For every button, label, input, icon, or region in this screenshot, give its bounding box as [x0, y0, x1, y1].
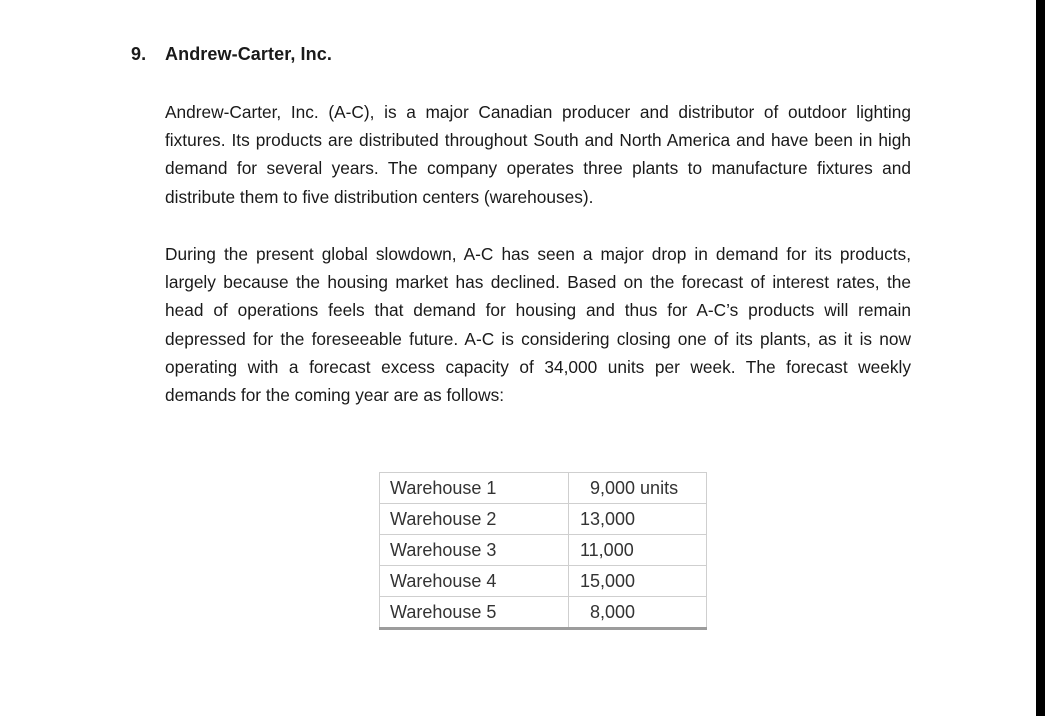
warehouse-demand: 11,000	[580, 539, 634, 560]
warehouse-demand-cell	[569, 473, 707, 504]
warehouse-demand: 13,000	[580, 508, 636, 529]
paragraph-slowdown: During the present global slowdown, A-C has seen a major drop in demand for its products, largely because the housing market has declined. Based on the forecast of interest rates, the head of operations feels that demand for housing and thus for A-C’s products will remain depressed for the foreseeable future. A-C is considering closing one of its plants, as it is now operating with a forecast excess capacity of 34,000 units per week. The forecast weekly demands for the coming year are as follows:	[165, 244, 911, 406]
warehouse-name: Warehouse 3	[380, 535, 569, 566]
warehouse-name: Warehouse 1	[380, 473, 569, 504]
demand-table	[379, 472, 707, 630]
problem-title: Andrew-Carter, Inc.	[165, 44, 332, 64]
warehouse-demand: 8,000	[590, 601, 636, 622]
warehouse-demand-cell	[569, 535, 707, 566]
warehouse-demand-cell	[569, 566, 707, 597]
paragraph-intro: Andrew-Carter, Inc. (A-C), is a major Canadian producer and distributor of outdoor lighting fixtures. Its products are distributed throughout South and North America and have been in high demand for several years. The company operates three plants to manufacture fixtures and distribute them to five distribution centers (warehouses).	[165, 102, 911, 207]
problem-number: 9.	[131, 44, 147, 64]
table-row	[380, 473, 707, 504]
warehouse-demand: 15,000	[580, 570, 636, 591]
warehouse-demand-cell	[569, 504, 707, 535]
table-row	[380, 566, 707, 597]
problem-heading	[131, 44, 332, 65]
warehouse-name: Warehouse 2	[380, 504, 569, 535]
table-row	[380, 597, 707, 629]
warehouse-demand-cell	[569, 597, 707, 629]
warehouse-demand: 9,000 units	[590, 477, 679, 498]
warehouse-name: Warehouse 4	[380, 566, 569, 597]
table-row	[380, 535, 707, 566]
table-row	[380, 504, 707, 535]
page-right-edge	[1036, 0, 1045, 716]
warehouse-name: Warehouse 5	[380, 597, 569, 629]
